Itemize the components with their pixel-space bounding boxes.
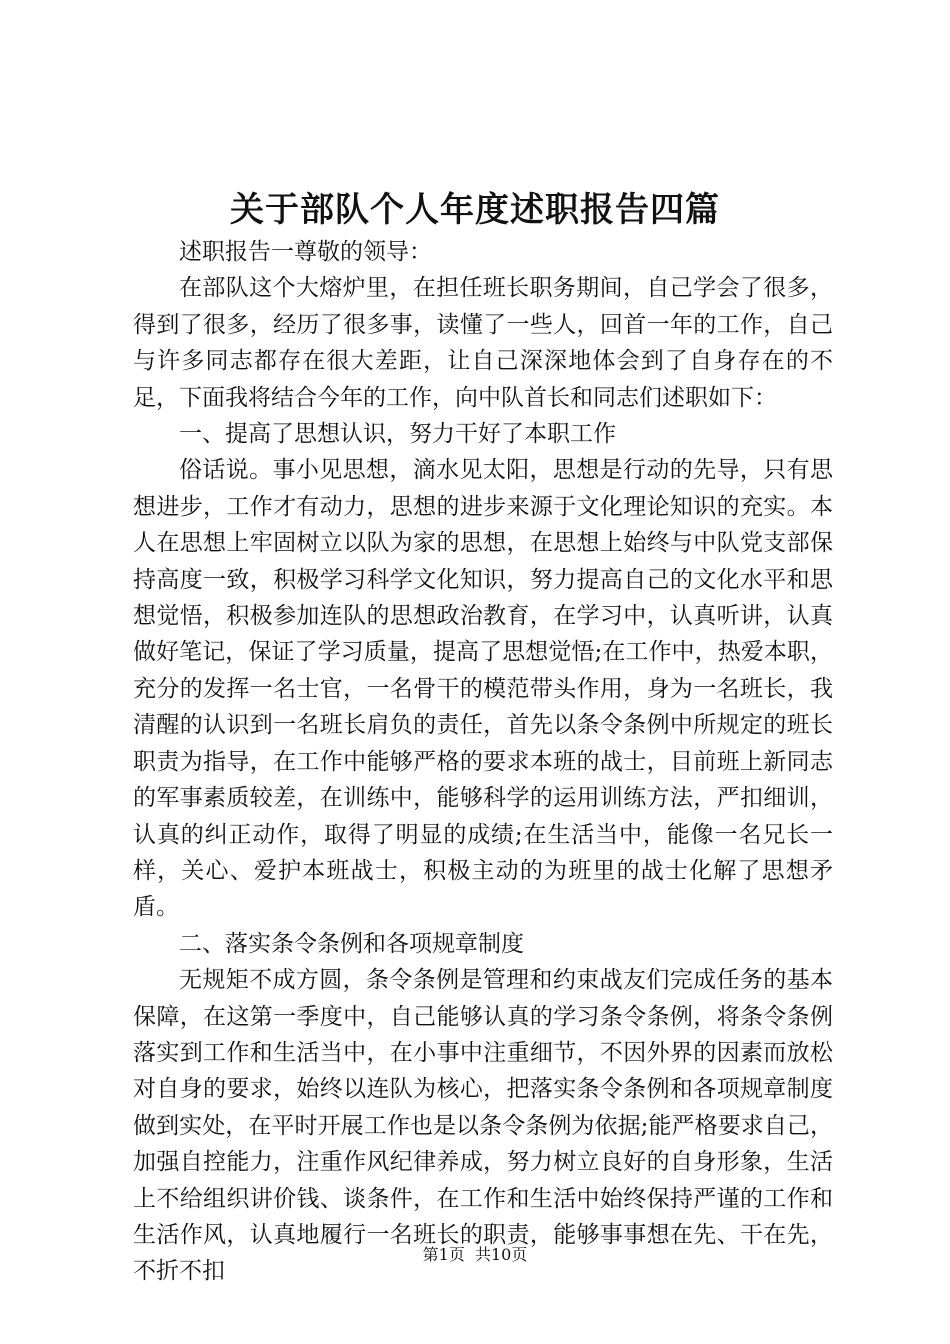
document-body xyxy=(133,234,833,1290)
section-heading-1: 一、提高了思想认识，努力干好了本职工作 xyxy=(179,421,616,448)
paragraph-intro: 在部队这个大熔炉里，在担任班长职务期间，自己学会了很多，得到了很多，经历了很多事，读懂了一些人，回首一年的工作，自己与许多同志都存在很大差距，让自己深深地体会到了自身存在的不足，下面我将结合今年的工作，向中队首长和同志们述职如下： xyxy=(133,275,833,411)
document-title: 关于部队个人年度述职报告四篇 xyxy=(230,190,720,230)
paragraph-section-2: 无规矩不成方圆，条令条例是管理和约束战友们完成任务的基本保障，在这第一季度中，自己能够认真的学习条令条例，将条令条例落实到工作和生活当中，在小事中注重细节，不因外界的因素而放松对自身的要求，始终以连队为核心，把落实条令条例和各项规章制度做到实处，在平时开展工作也是以条令条例为依据;能严格要求自己，加强自控能力，注重作风纪律养成，努力树立良好的自身形象，生活上不给组织讲价钱、谈条件，在工作和生活中始终保持严谨的工作和生活作风，认真地履行一名班长的职责，能够事事想在先、干在先，不折不扣 xyxy=(133,967,833,1285)
page-indicator: 第1页 共10页 xyxy=(422,1245,528,1264)
paragraph-section-1: 俗话说。事小见思想，滴水见太阳，思想是行动的先导，只有思想进步，工作才有动力，思想的进步来源于文化理论知识的充实。本人在思想上牢固树立以队为家的思想，在思想上始终与中队党支部保持高度一致，积极学习科学文化知识，努力提高自己的文化水平和思想觉悟，积极参加连队的思想政治教育，在学习中，认真听讲，认真做好笔记，保证了学习质量，提高了思想觉悟;在工作中，热爱本职，充分的发挥一名士官，一名骨干的模范带头作用，身为一名班长，我清醒的认识到一名班长肩负的责任，首先以条令条例中所规定的班长职责为指导，在工作中能够严格的要求本班的战士，目前班上新同志的军事素质较差，在训练中，能够科学的运用训练方法，严扣细训，认真的纠正动作，取得了明显的成绩;在生活当中，能像一名兄长一样，关心、爱护本班战士，积极主动的为班里的战士化解了思想矛盾。 xyxy=(133,457,833,921)
paragraph-salutation: 述职报告一尊敬的领导： xyxy=(179,239,432,265)
section-heading-2: 二、落实条令条例和各项规章制度 xyxy=(179,930,524,957)
